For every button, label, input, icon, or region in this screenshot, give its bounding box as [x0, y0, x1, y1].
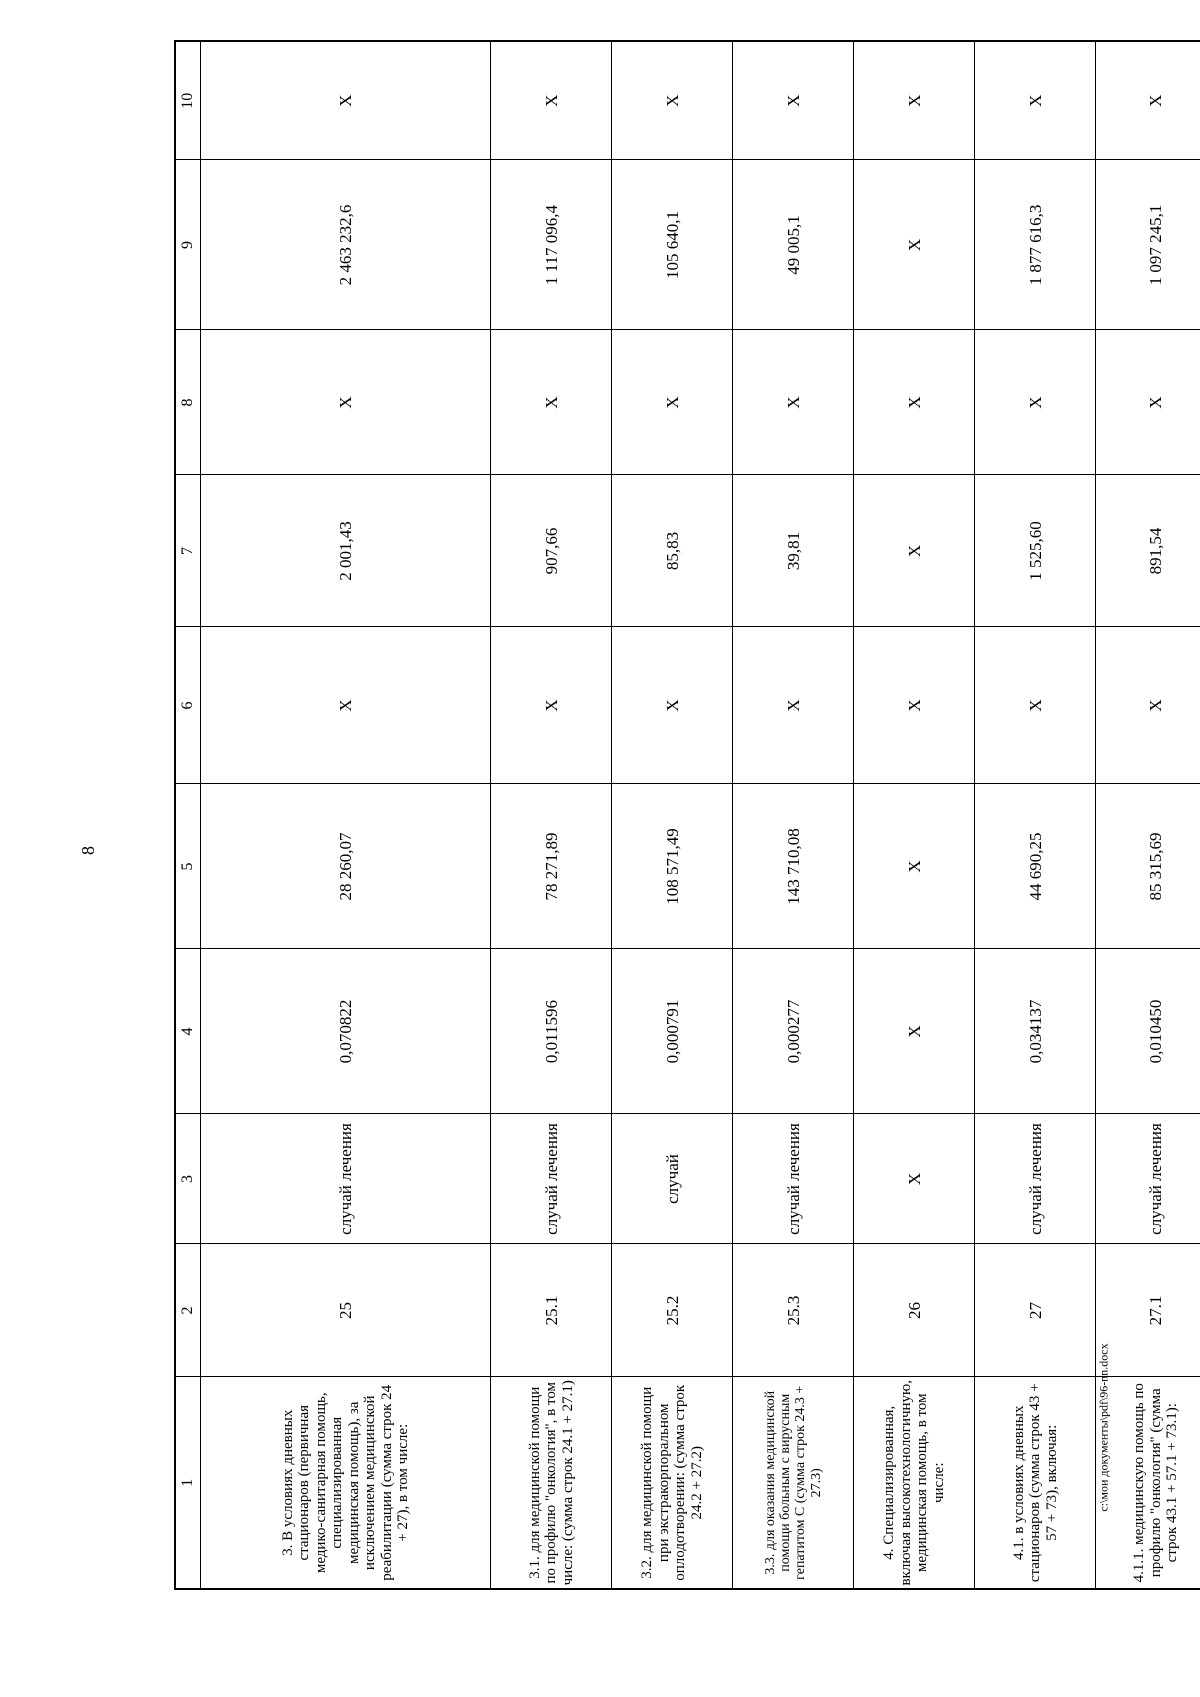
rotated-table-container: [174, 42, 1200, 1590]
unit-cell: случай лечения: [733, 1114, 854, 1244]
col-header: 3: [175, 1114, 201, 1244]
value-cell: X: [733, 627, 854, 784]
row-description: 3.2. для медицинской помощи при экстракорпоральном оплодотворении: (сумма строк 24.2 + 27.2): [612, 1377, 733, 1589]
value-cell: X: [733, 330, 854, 475]
value-cell: 907,66: [491, 475, 612, 627]
col-header: 7: [175, 475, 201, 627]
value-cell: X: [854, 160, 975, 330]
value-cell: 0,010450: [1096, 949, 1200, 1114]
col-header: 8: [175, 330, 201, 475]
col-header: 10: [175, 41, 201, 160]
row-description: 4. Специализированная, включая высокотехнологичную, медицинская помощь, в том числе:: [854, 1377, 975, 1589]
table-row: [854, 41, 975, 1589]
page-number: 8: [78, 846, 98, 855]
row-number: 27: [975, 1244, 1096, 1377]
col-header: 1: [175, 1377, 201, 1589]
value-cell: 85 315,69: [1096, 784, 1200, 949]
row-description: 3. В условиях дневных стационаров (первичная медико-санитарная помощь, специализированная медицинская помощь), за исключением медицинской реабилитации (сумма строк 24 + 27), в том числе:: [201, 1377, 491, 1589]
table-row: [201, 41, 491, 1589]
value-cell: 28 260,07: [201, 784, 491, 949]
value-cell: 108 571,49: [612, 784, 733, 949]
value-cell: 1 097 245,1: [1096, 160, 1200, 330]
col-header: 6: [175, 627, 201, 784]
row-number: 25.3: [733, 1244, 854, 1377]
unit-cell: случай: [612, 1114, 733, 1244]
row-number: 27.1: [1096, 1244, 1200, 1377]
table-row: [975, 41, 1096, 1589]
value-cell: 2 001,43: [201, 475, 491, 627]
value-cell: X: [1096, 41, 1200, 160]
unit-cell: случай лечения: [491, 1114, 612, 1244]
value-cell: X: [854, 330, 975, 475]
row-number: 25.1: [491, 1244, 612, 1377]
col-header: 2: [175, 1244, 201, 1377]
table-header-row: [175, 41, 201, 1589]
unit-cell: X: [854, 1114, 975, 1244]
value-cell: X: [491, 330, 612, 475]
value-cell: X: [733, 41, 854, 160]
value-cell: X: [975, 627, 1096, 784]
table-row: [612, 41, 733, 1589]
value-cell: X: [854, 784, 975, 949]
value-cell: 0,000791: [612, 949, 733, 1114]
value-cell: X: [201, 41, 491, 160]
row-description: 4.1. в условиях дневных стационаров (сумма строк 43 + 57 + 73), включая:: [975, 1377, 1096, 1589]
value-cell: X: [1096, 627, 1200, 784]
row-description: 4.1.1. медицинскую помощь по профилю "онкология" (сумма строк 43.1 + 57.1 + 73.1):: [1096, 1377, 1200, 1589]
value-cell: 0,011596: [491, 949, 612, 1114]
value-cell: X: [854, 41, 975, 160]
value-cell: X: [975, 330, 1096, 475]
value-cell: 1 877 616,3: [975, 160, 1096, 330]
value-cell: X: [975, 41, 1096, 160]
value-cell: 78 271,89: [491, 784, 612, 949]
row-description: 3.3. для оказания медицинской помощи больным с вирусным гепатитом С (сумма строк 24.3 + 27.3): [733, 1377, 854, 1589]
unit-cell: случай лечения: [201, 1114, 491, 1244]
row-number: 25.2: [612, 1244, 733, 1377]
data-table: [174, 40, 1200, 1590]
table-row: [733, 41, 854, 1589]
value-cell: 2 463 232,6: [201, 160, 491, 330]
value-cell: 1 117 096,4: [491, 160, 612, 330]
value-cell: 39,81: [733, 475, 854, 627]
table-row: [491, 41, 612, 1589]
footer-file-path: c:\мои документы\pdf\96-nn.docx: [1096, 1343, 1111, 1512]
col-header: 4: [175, 949, 201, 1114]
unit-cell: случай лечения: [975, 1114, 1096, 1244]
value-cell: X: [612, 41, 733, 160]
value-cell: 49 005,1: [733, 160, 854, 330]
value-cell: 143 710,08: [733, 784, 854, 949]
value-cell: 891,54: [1096, 475, 1200, 627]
value-cell: X: [854, 627, 975, 784]
value-cell: X: [612, 627, 733, 784]
row-number: 26: [854, 1244, 975, 1377]
col-header: 9: [175, 160, 201, 330]
value-cell: 44 690,25: [975, 784, 1096, 949]
value-cell: 85,83: [612, 475, 733, 627]
value-cell: X: [491, 627, 612, 784]
value-cell: X: [612, 330, 733, 475]
value-cell: 1 525,60: [975, 475, 1096, 627]
row-description: 3.1. для медицинской помощи по профилю "онкология", в том числе: (сумма строк 24.1 + 27.1): [491, 1377, 612, 1589]
col-header: 5: [175, 784, 201, 949]
value-cell: 0,070822: [201, 949, 491, 1114]
value-cell: 0,034137: [975, 949, 1096, 1114]
unit-cell: случай лечения: [1096, 1114, 1200, 1244]
value-cell: X: [491, 41, 612, 160]
row-number: 25: [201, 1244, 491, 1377]
value-cell: X: [201, 330, 491, 475]
value-cell: X: [854, 949, 975, 1114]
value-cell: X: [1096, 330, 1200, 475]
value-cell: 105 640,1: [612, 160, 733, 330]
value-cell: X: [854, 475, 975, 627]
value-cell: X: [201, 627, 491, 784]
value-cell: 0,000277: [733, 949, 854, 1114]
